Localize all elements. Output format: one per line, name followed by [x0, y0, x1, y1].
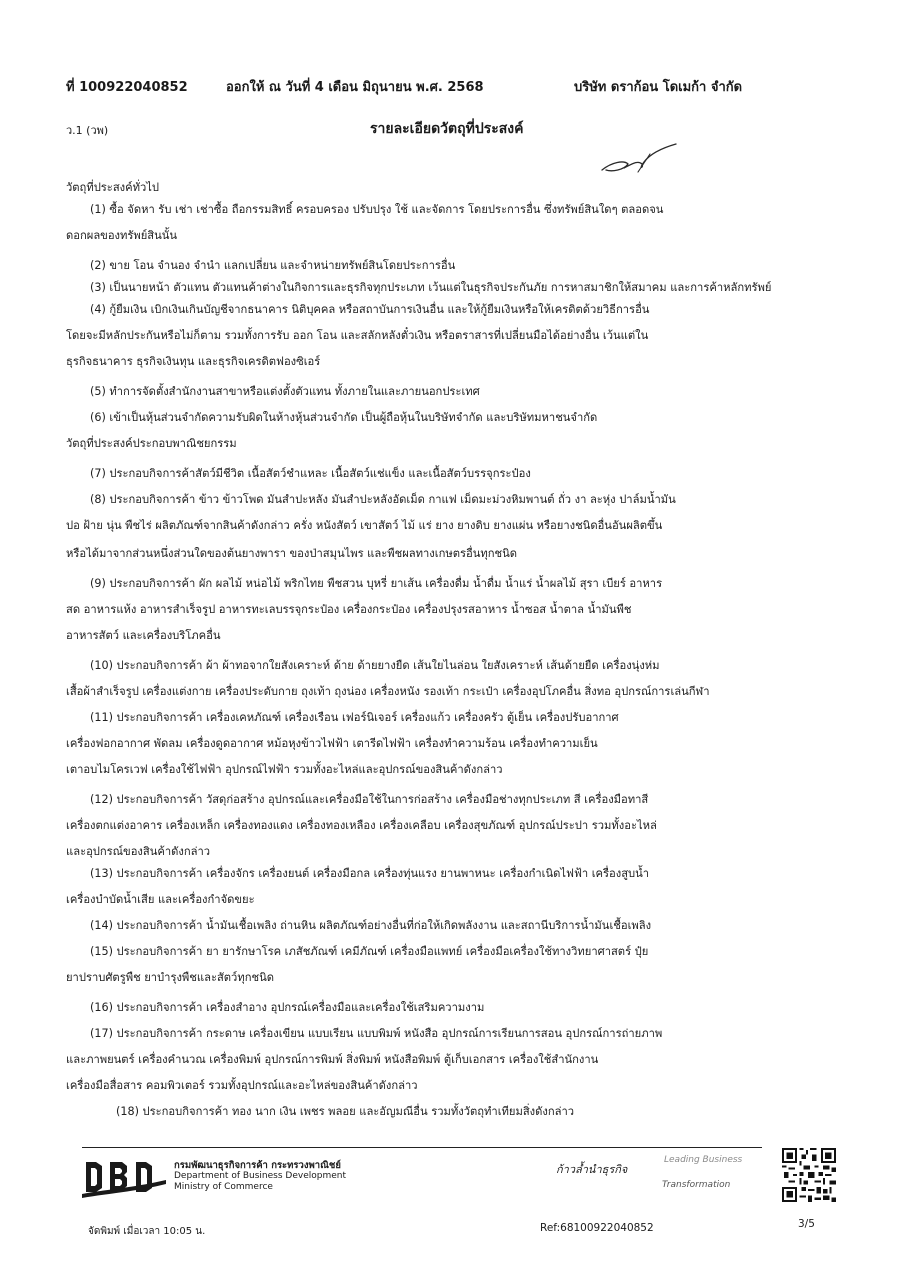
- text-line: (11) ประกอบกิจการค้า เครื่องเคหภัณฑ์ เครื่องเรือน เฟอร์นิเจอร์ เครื่องแก้ว เครื่องครัว ตู้เย็น เครื่องปรับอากาศ: [90, 711, 619, 724]
- text-line: (13) ประกอบกิจการค้า เครื่องจักร เครื่องยนต์ เครื่องมือกล เครื่องทุ่นแรง ยานพาหนะ เครื่องกำเนิดไฟฟ้า เครื่องสูบน้ำ: [90, 867, 650, 880]
- text-line: เตาอบไมโครเวฟ เครื่องใช้ไฟฟ้า อุปกรณ์ไฟฟ้า รวมทั้งอะไหล่และอุปกรณ์ของสินค้าดังกล่าว: [66, 763, 503, 776]
- text-line: (3) เป็นนายหน้า ตัวแทน ตัวแทนค้าต่างในกิจการและธุรกิจทุกประเภท เว้นแต่ในธุรกิจประกันภัย การหาสมาชิกให้สมาคม และการค้าหลักทรัพย์: [90, 281, 772, 294]
- text-line: อาหารสัตว์ และเครื่องบริโภคอื่น: [66, 629, 221, 642]
- text-line: (5) ทำการจัดตั้งสำนักงานสาขาหรือแต่งตั้งตัวแทน ทั้งภายในและภายนอกประเทศ: [90, 385, 480, 398]
- text-line: (16) ประกอบกิจการค้า เครื่องสำอาง อุปกรณ์เครื่องมือและเครื่องใช้เสริมความงาม: [90, 1001, 485, 1014]
- text-line: ธุรกิจธนาคาร ธุรกิจเงินทุน และธุรกิจเครดิตฟองซิเอร์: [66, 355, 321, 368]
- issue-date: ออกให้ ณ วันที่ 4 เดือน มิถุนายน พ.ศ. 2568: [226, 80, 484, 95]
- text-line: (14) ประกอบกิจการค้า น้ำมันเชื้อเพลิง ถ่านหิน ผลิตภัณฑ์อย่างอื่นที่ก่อให้เกิดพลังงาน และสถานีบริการน้ำมันเชื้อเพลิง: [90, 919, 652, 932]
- text-line: (9) ประกอบกิจการค้า ผัก ผลไม้ หน่อไม้ พริกไทย พืชสวน บุหรี่ ยาเส้น เครื่องดื่ม น้ำดื่ม น้ำแร่ น้ำผลไม้ สุรา เบียร์ อาหาร: [90, 577, 663, 590]
- text-line: (18) ประกอบกิจการค้า ทอง นาก เงิน เพชร พลอย และอัญมณีอื่น รวมทั้งวัตถุทำเทียมสิ่งดังกล่าว: [116, 1105, 575, 1118]
- text-line: โดยจะมีหลักประกันหรือไม่ก็ตาม รวมทั้งการรับ ออก โอน และสลักหลังตั๋วเงิน หรือตราสารที่เปลี่ยนมือได้อย่างอื่น เว้นแต่ใน: [66, 329, 649, 342]
- department-block: [174, 1160, 346, 1193]
- text-line: เสื้อผ้าสำเร็จรูป เครื่องแต่งกาย เครื่องประดับกาย ถุงเท้า ถุงน่อง เครื่องหนัง รองเท้า กระเป๋า เครื่องอุปโภคอื่น สิ่งทอ อุปกรณ์การเล่นกีฬา: [66, 685, 710, 698]
- company-name: บริษัท ดราก้อน โดเมก้า จำกัด: [574, 80, 743, 95]
- text-line: ยาปราบศัตรูพืช ยาบำรุงพืชและสัตว์ทุกชนิด: [66, 971, 274, 984]
- slogan-english-2: Transformation: [662, 1180, 731, 1190]
- text-line: (4) กู้ยืมเงิน เบิกเงินเกินบัญชีจากธนาคาร นิติบุคคล หรือสถาบันการเงินอื่น และให้กู้ยืมเงินหรือให้เครดิตด้วยวิธีการอื่น: [90, 303, 650, 316]
- qr-code-icon: [782, 1148, 836, 1202]
- text-line: วัตถุที่ประสงค์ประกอบพาณิชยกรรม: [66, 437, 237, 450]
- text-line: (1) ซื้อ จัดหา รับ เช่า เช่าซื้อ ถือกรรมสิทธิ์ ครอบครอง ปรับปรุง ใช้ และจัดการ โดยประการอื่น ซึ่งทรัพย์สินใดๆ ตลอดจน: [90, 203, 664, 216]
- reference-number: Ref:68100922040852: [540, 1222, 654, 1234]
- text-line: วัตถุที่ประสงค์ทั่วไป: [66, 181, 159, 194]
- signature: [598, 140, 680, 180]
- page-title: รายละเอียดวัตถุที่ประสงค์: [370, 121, 524, 137]
- text-line: เครื่องตกแต่งอาคาร เครื่องเหล็ก เครื่องทองแดง เครื่องทองเหลือง เครื่องเคลือบ เครื่องสุขภัณฑ์ อุปกรณ์ประปา รวมทั้งอะไหล่: [66, 819, 657, 832]
- department-thai: กรมพัฒนาธุรกิจการค้า กระทรวงพาณิชย์: [174, 1160, 341, 1171]
- text-line: และอุปกรณ์ของสินค้าดังกล่าว: [66, 845, 211, 858]
- print-time: จัดพิมพ์ เมื่อเวลา 10:05 น.: [88, 1226, 206, 1237]
- text-line: ดอกผลของทรัพย์สินนั้น: [66, 229, 178, 242]
- text-line: เครื่องมือสื่อสาร คอมพิวเตอร์ รวมทั้งอุปกรณ์และอะไหล่ของสินค้าดังกล่าว: [66, 1079, 418, 1092]
- text-line: เครื่องบำบัดน้ำเสีย และเครื่องกำจัดขยะ: [66, 893, 255, 906]
- text-line: (7) ประกอบกิจการค้าสัตว์มีชีวิต เนื้อสัตว์ชำแหละ เนื้อสัตว์แช่แข็ง และเนื้อสัตว์บรรจุกระป๋อง: [90, 467, 531, 480]
- document-number: ที่ 100922040852: [66, 80, 188, 95]
- text-line: (8) ประกอบกิจการค้า ข้าว ข้าวโพด มันสำปะหลัง มันสำปะหลังอัดเม็ด กาแฟ เม็ดมะม่วงหิมพานต์ ถั่ว งา ละหุ่ง ปาล์มน้ำมัน: [90, 493, 676, 506]
- text-line: หรือได้มาจากส่วนหนึ่งส่วนใดของต้นยางพารา ของป่าสมุนไพร และพืชผลทางเกษตรอื่นทุกชนิด: [66, 547, 518, 560]
- ministry-english: Ministry of Commerce: [174, 1182, 273, 1192]
- dbd-logo-icon: [82, 1154, 168, 1200]
- slogan-thai: ก้าวล้ำนำธุรกิจ: [556, 1163, 628, 1176]
- text-line: ปอ ฝ้าย นุ่น พืชไร่ ผลิตภัณฑ์จากสินค้าดังกล่าว ครั่ง หนังสัตว์ เขาสัตว์ ไม้ แร่ ยาง ยางดิบ ยางแผ่น หรือยางชนิดอื่นอันผลิตขึ้น: [66, 519, 663, 532]
- slogan-english-1: Leading Business: [664, 1155, 743, 1165]
- text-line: และภาพยนตร์ เครื่องคำนวณ เครื่องพิมพ์ อุปกรณ์การพิมพ์ สิ่งพิมพ์ หนังสือพิมพ์ ตู้เก็บเอกสาร เครื่องใช้สำนักงาน: [66, 1053, 599, 1066]
- page-number: 3/5: [798, 1218, 815, 1230]
- text-line: (15) ประกอบกิจการค้า ยา ยารักษาโรค เภสัชภัณฑ์ เคมีภัณฑ์ เครื่องมือแพทย์ เครื่องมือเครื่องใช้ทางวิทยาศาสตร์ ปุ๋ย: [90, 945, 649, 958]
- text-line: สด อาหารแห้ง อาหารสำเร็จรูป อาหารทะเลบรรจุกระป๋อง เครื่องกระป๋อง เครื่องปรุงรสอาหาร น้ำซอส น้ำตาล น้ำมันพืช: [66, 603, 632, 616]
- text-line: (17) ประกอบกิจการค้า กระดาษ เครื่องเขียน แบบเรียน แบบพิมพ์ หนังสือ อุปกรณ์การเรียนการสอน อุปกรณ์การถ่ายภาพ: [90, 1027, 663, 1040]
- text-line: (6) เข้าเป็นหุ้นส่วนจำกัดความรับผิดในห้างหุ้นส่วนจำกัด เป็นผู้ถือหุ้นในบริษัทจำกัด และบริษัทมหาชนจำกัด: [90, 411, 598, 424]
- text-line: เครื่องฟอกอากาศ พัดลม เครื่องดูดอากาศ หม้อหุงข้าวไฟฟ้า เตารีดไฟฟ้า เครื่องทำความร้อน เครื่องทำความเย็น: [66, 737, 598, 750]
- text-line: (2) ขาย โอน จำนอง จำนำ แลกเปลี่ยน และจำหน่ายทรัพย์สินโดยประการอื่น: [90, 259, 456, 272]
- footer-divider: [82, 1147, 762, 1148]
- text-line: (10) ประกอบกิจการค้า ผ้า ผ้าทอจากใยสังเคราะห์ ด้าย ด้ายยางยืด เส้นใยไนล่อน ใยสังเคราะห์ เส้นด้ายยืด เครื่องนุ่งห่ม: [90, 659, 660, 672]
- form-code: ว.1 (วพ): [66, 124, 109, 137]
- text-line: (12) ประกอบกิจการค้า วัสดุก่อสร้าง อุปกรณ์และเครื่องมือใช้ในการก่อสร้าง เครื่องมือช่างทุกประเภท สี เครื่องมือทาสี: [90, 793, 649, 806]
- department-english: Department of Business Development: [174, 1171, 346, 1181]
